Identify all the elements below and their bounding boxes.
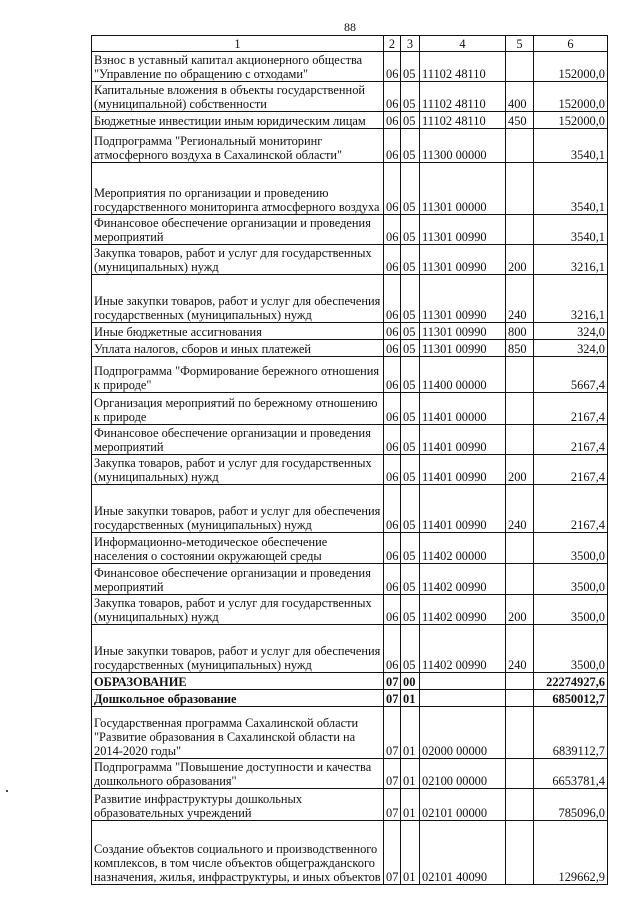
row-expense-type: 400 (506, 82, 534, 112)
row-expense-type (506, 821, 534, 885)
row-name: Подпрограмма "Региональный мониторинг атмосферного воздуха в Сахалинской области" (92, 129, 384, 163)
row-section: 06 (384, 564, 401, 595)
row-section: 06 (384, 533, 401, 564)
col-header-1: 1 (92, 36, 384, 52)
row-amount: 152000,0 (534, 112, 608, 129)
row-section: 07 (384, 821, 401, 885)
row-expense-type (506, 215, 534, 245)
row-target-code: 11402 00990 (420, 564, 506, 595)
row-expense-type: 200 (506, 595, 534, 625)
row-name: Иные закупки товаров, работ и услуг для обеспечения государственных (муниципальных) нужд (92, 625, 384, 673)
row-section: 06 (384, 455, 401, 485)
row-section: 06 (384, 245, 401, 275)
row-amount: 3500,0 (534, 625, 608, 673)
row-expense-type (506, 789, 534, 821)
row-name: Капитальные вложения в объекты государственной (муниципальной) собственности (92, 82, 384, 112)
row-section: 06 (384, 112, 401, 129)
row-section: 06 (384, 393, 401, 425)
budget-table (91, 35, 608, 885)
row-amount: 152000,0 (534, 82, 608, 112)
table-row (92, 821, 608, 885)
table-row (92, 52, 608, 82)
row-name: Развитие инфраструктуры дошкольных образовательных учреждений (92, 789, 384, 821)
table-row (92, 245, 608, 275)
row-target-code: 11300 00000 (420, 129, 506, 163)
table-header-row (92, 36, 608, 52)
row-section: 07 (384, 690, 401, 707)
row-subsection: 01 (401, 789, 420, 821)
row-target-code: 02100 00000 (420, 759, 506, 789)
row-expense-type: 450 (506, 112, 534, 129)
table-row (92, 275, 608, 323)
row-amount: 3540,1 (534, 163, 608, 215)
row-subsection: 05 (401, 425, 420, 455)
row-expense-type: 800 (506, 323, 534, 340)
row-subsection: 05 (401, 533, 420, 564)
row-target-code: 02000 00000 (420, 707, 506, 759)
row-amount: 152000,0 (534, 52, 608, 82)
row-section: 07 (384, 759, 401, 789)
row-amount: 3216,1 (534, 275, 608, 323)
col-header-4: 4 (420, 36, 506, 52)
table-row (92, 129, 608, 163)
table-row (92, 707, 608, 759)
row-section: 06 (384, 595, 401, 625)
row-expense-type (506, 759, 534, 789)
row-expense-type (506, 707, 534, 759)
table-row (92, 82, 608, 112)
col-header-3: 3 (401, 36, 420, 52)
table-row (92, 533, 608, 564)
row-section: 06 (384, 340, 401, 357)
row-subsection: 05 (401, 455, 420, 485)
row-amount: 3500,0 (534, 595, 608, 625)
row-section: 06 (384, 129, 401, 163)
row-amount: 3540,1 (534, 129, 608, 163)
row-amount: 22274927,6 (534, 673, 608, 690)
row-subsection: 01 (401, 690, 420, 707)
table-row (92, 673, 608, 690)
row-name: Подпрограмма "Формирование бережного отношения к природе" (92, 357, 384, 393)
row-subsection: 05 (401, 323, 420, 340)
row-amount: 3540,1 (534, 215, 608, 245)
row-target-code: 11102 48110 (420, 82, 506, 112)
row-amount: 3216,1 (534, 245, 608, 275)
row-name: Финансовое обеспечение организации и проведения мероприятий (92, 215, 384, 245)
row-section: 06 (384, 215, 401, 245)
table-row (92, 690, 608, 707)
row-name: Дошкольное образование (92, 690, 384, 707)
row-target-code (420, 690, 506, 707)
row-amount: 2167,4 (534, 425, 608, 455)
row-amount: 3500,0 (534, 564, 608, 595)
row-name: Информационно-методическое обеспечение населения о состоянии окружающей среды (92, 533, 384, 564)
row-amount: 6653781,4 (534, 759, 608, 789)
row-amount: 785096,0 (534, 789, 608, 821)
row-subsection: 05 (401, 112, 420, 129)
row-subsection: 05 (401, 245, 420, 275)
table-row (92, 455, 608, 485)
row-name: Государственная программа Сахалинской области "Развитие образования в Сахалинской области на 2014-2020 годы" (92, 707, 384, 759)
row-name: Мероприятия по организации и проведению государственного мониторинга атмосферного воздуха (92, 163, 384, 215)
col-header-5: 5 (506, 36, 534, 52)
row-section: 07 (384, 789, 401, 821)
row-subsection: 05 (401, 340, 420, 357)
row-section: 06 (384, 425, 401, 455)
row-amount: 6850012,7 (534, 690, 608, 707)
row-subsection: 05 (401, 485, 420, 533)
row-expense-type (506, 690, 534, 707)
row-target-code (420, 673, 506, 690)
row-expense-type (506, 425, 534, 455)
col-header-2: 2 (384, 36, 401, 52)
row-expense-type (506, 564, 534, 595)
table-row (92, 340, 608, 357)
row-expense-type (506, 673, 534, 690)
page-number: 88 (344, 20, 356, 34)
margin-mark (6, 790, 8, 792)
row-amount: 3500,0 (534, 533, 608, 564)
row-expense-type (506, 52, 534, 82)
table-row (92, 759, 608, 789)
row-target-code: 11301 00990 (420, 215, 506, 245)
row-name: Уплата налогов, сборов и иных платежей (92, 340, 384, 357)
row-amount: 6839112,7 (534, 707, 608, 759)
row-amount: 324,0 (534, 340, 608, 357)
table-row (92, 163, 608, 215)
row-amount: 2167,4 (534, 455, 608, 485)
row-target-code: 11402 00990 (420, 595, 506, 625)
row-name: Подпрограмма "Повышение доступности и качества дошкольного образования" (92, 759, 384, 789)
row-subsection: 05 (401, 393, 420, 425)
row-expense-type (506, 393, 534, 425)
row-name: Взнос в уставный капитал акционерного общества "Управление по обращению с отходами" (92, 52, 384, 82)
row-section: 07 (384, 673, 401, 690)
row-amount: 5667,4 (534, 357, 608, 393)
row-section: 06 (384, 82, 401, 112)
row-expense-type: 200 (506, 245, 534, 275)
row-target-code: 11301 00990 (420, 245, 506, 275)
row-section: 06 (384, 323, 401, 340)
row-subsection: 05 (401, 595, 420, 625)
row-target-code: 11401 00990 (420, 425, 506, 455)
row-target-code: 11402 00990 (420, 625, 506, 673)
row-subsection: 05 (401, 52, 420, 82)
row-target-code: 11102 48110 (420, 52, 506, 82)
row-target-code: 11401 00990 (420, 455, 506, 485)
row-expense-type (506, 163, 534, 215)
row-subsection: 05 (401, 564, 420, 595)
row-subsection: 05 (401, 163, 420, 215)
row-target-code: 11301 00000 (420, 163, 506, 215)
table-row (92, 595, 608, 625)
row-target-code: 11401 00000 (420, 393, 506, 425)
row-name: Создание объектов социального и производственного комплексов, в том числе объектов общегражданского назначения, жилья, инфраструктуры, и иных объектов (92, 821, 384, 885)
table-row (92, 215, 608, 245)
table-row (92, 625, 608, 673)
row-subsection: 05 (401, 82, 420, 112)
row-name: Бюджетные инвестиции иным юридическим лицам (92, 112, 384, 129)
table-row (92, 485, 608, 533)
row-target-code: 11400 00000 (420, 357, 506, 393)
row-expense-type (506, 357, 534, 393)
table-row (92, 425, 608, 455)
row-target-code: 11102 48110 (420, 112, 506, 129)
row-target-code: 11401 00990 (420, 485, 506, 533)
row-section: 06 (384, 52, 401, 82)
row-subsection: 01 (401, 821, 420, 885)
row-target-code: 11301 00990 (420, 323, 506, 340)
row-target-code: 02101 00000 (420, 789, 506, 821)
row-name: Закупка товаров, работ и услуг для государственных (муниципальных) нужд (92, 455, 384, 485)
row-subsection: 05 (401, 357, 420, 393)
row-expense-type (506, 129, 534, 163)
row-amount: 129662,9 (534, 821, 608, 885)
row-amount: 2167,4 (534, 393, 608, 425)
row-expense-type: 240 (506, 625, 534, 673)
row-section: 06 (384, 275, 401, 323)
row-name: Финансовое обеспечение организации и проведения мероприятий (92, 425, 384, 455)
row-name: Организация мероприятий по бережному отношению к природе (92, 393, 384, 425)
row-target-code: 02101 40090 (420, 821, 506, 885)
row-subsection: 05 (401, 275, 420, 323)
row-section: 06 (384, 485, 401, 533)
row-amount: 324,0 (534, 323, 608, 340)
row-expense-type: 240 (506, 485, 534, 533)
row-expense-type: 850 (506, 340, 534, 357)
row-target-code: 11301 00990 (420, 275, 506, 323)
row-section: 06 (384, 357, 401, 393)
row-name: Иные закупки товаров, работ и услуг для обеспечения государственных (муниципальных) нужд (92, 485, 384, 533)
row-target-code: 11402 00000 (420, 533, 506, 564)
table-row (92, 393, 608, 425)
row-section: 06 (384, 163, 401, 215)
row-subsection: 01 (401, 759, 420, 789)
row-name: Финансовое обеспечение организации и проведения мероприятий (92, 564, 384, 595)
row-name: Иные закупки товаров, работ и услуг для обеспечения государственных (муниципальных) нужд (92, 275, 384, 323)
table-row (92, 789, 608, 821)
table-row (92, 112, 608, 129)
row-amount: 2167,4 (534, 485, 608, 533)
row-expense-type (506, 533, 534, 564)
row-subsection: 05 (401, 625, 420, 673)
row-subsection: 00 (401, 673, 420, 690)
row-subsection: 05 (401, 129, 420, 163)
table-row (92, 357, 608, 393)
row-subsection: 05 (401, 215, 420, 245)
table-row (92, 323, 608, 340)
row-subsection: 01 (401, 707, 420, 759)
row-section: 06 (384, 625, 401, 673)
row-expense-type: 200 (506, 455, 534, 485)
row-name: Иные бюджетные ассигнования (92, 323, 384, 340)
row-section: 07 (384, 707, 401, 759)
row-target-code: 11301 00990 (420, 340, 506, 357)
row-name: Закупка товаров, работ и услуг для государственных (муниципальных) нужд (92, 595, 384, 625)
table-row (92, 564, 608, 595)
row-expense-type: 240 (506, 275, 534, 323)
col-header-6: 6 (534, 36, 608, 52)
row-name: ОБРАЗОВАНИЕ (92, 673, 384, 690)
row-name: Закупка товаров, работ и услуг для государственных (муниципальных) нужд (92, 245, 384, 275)
